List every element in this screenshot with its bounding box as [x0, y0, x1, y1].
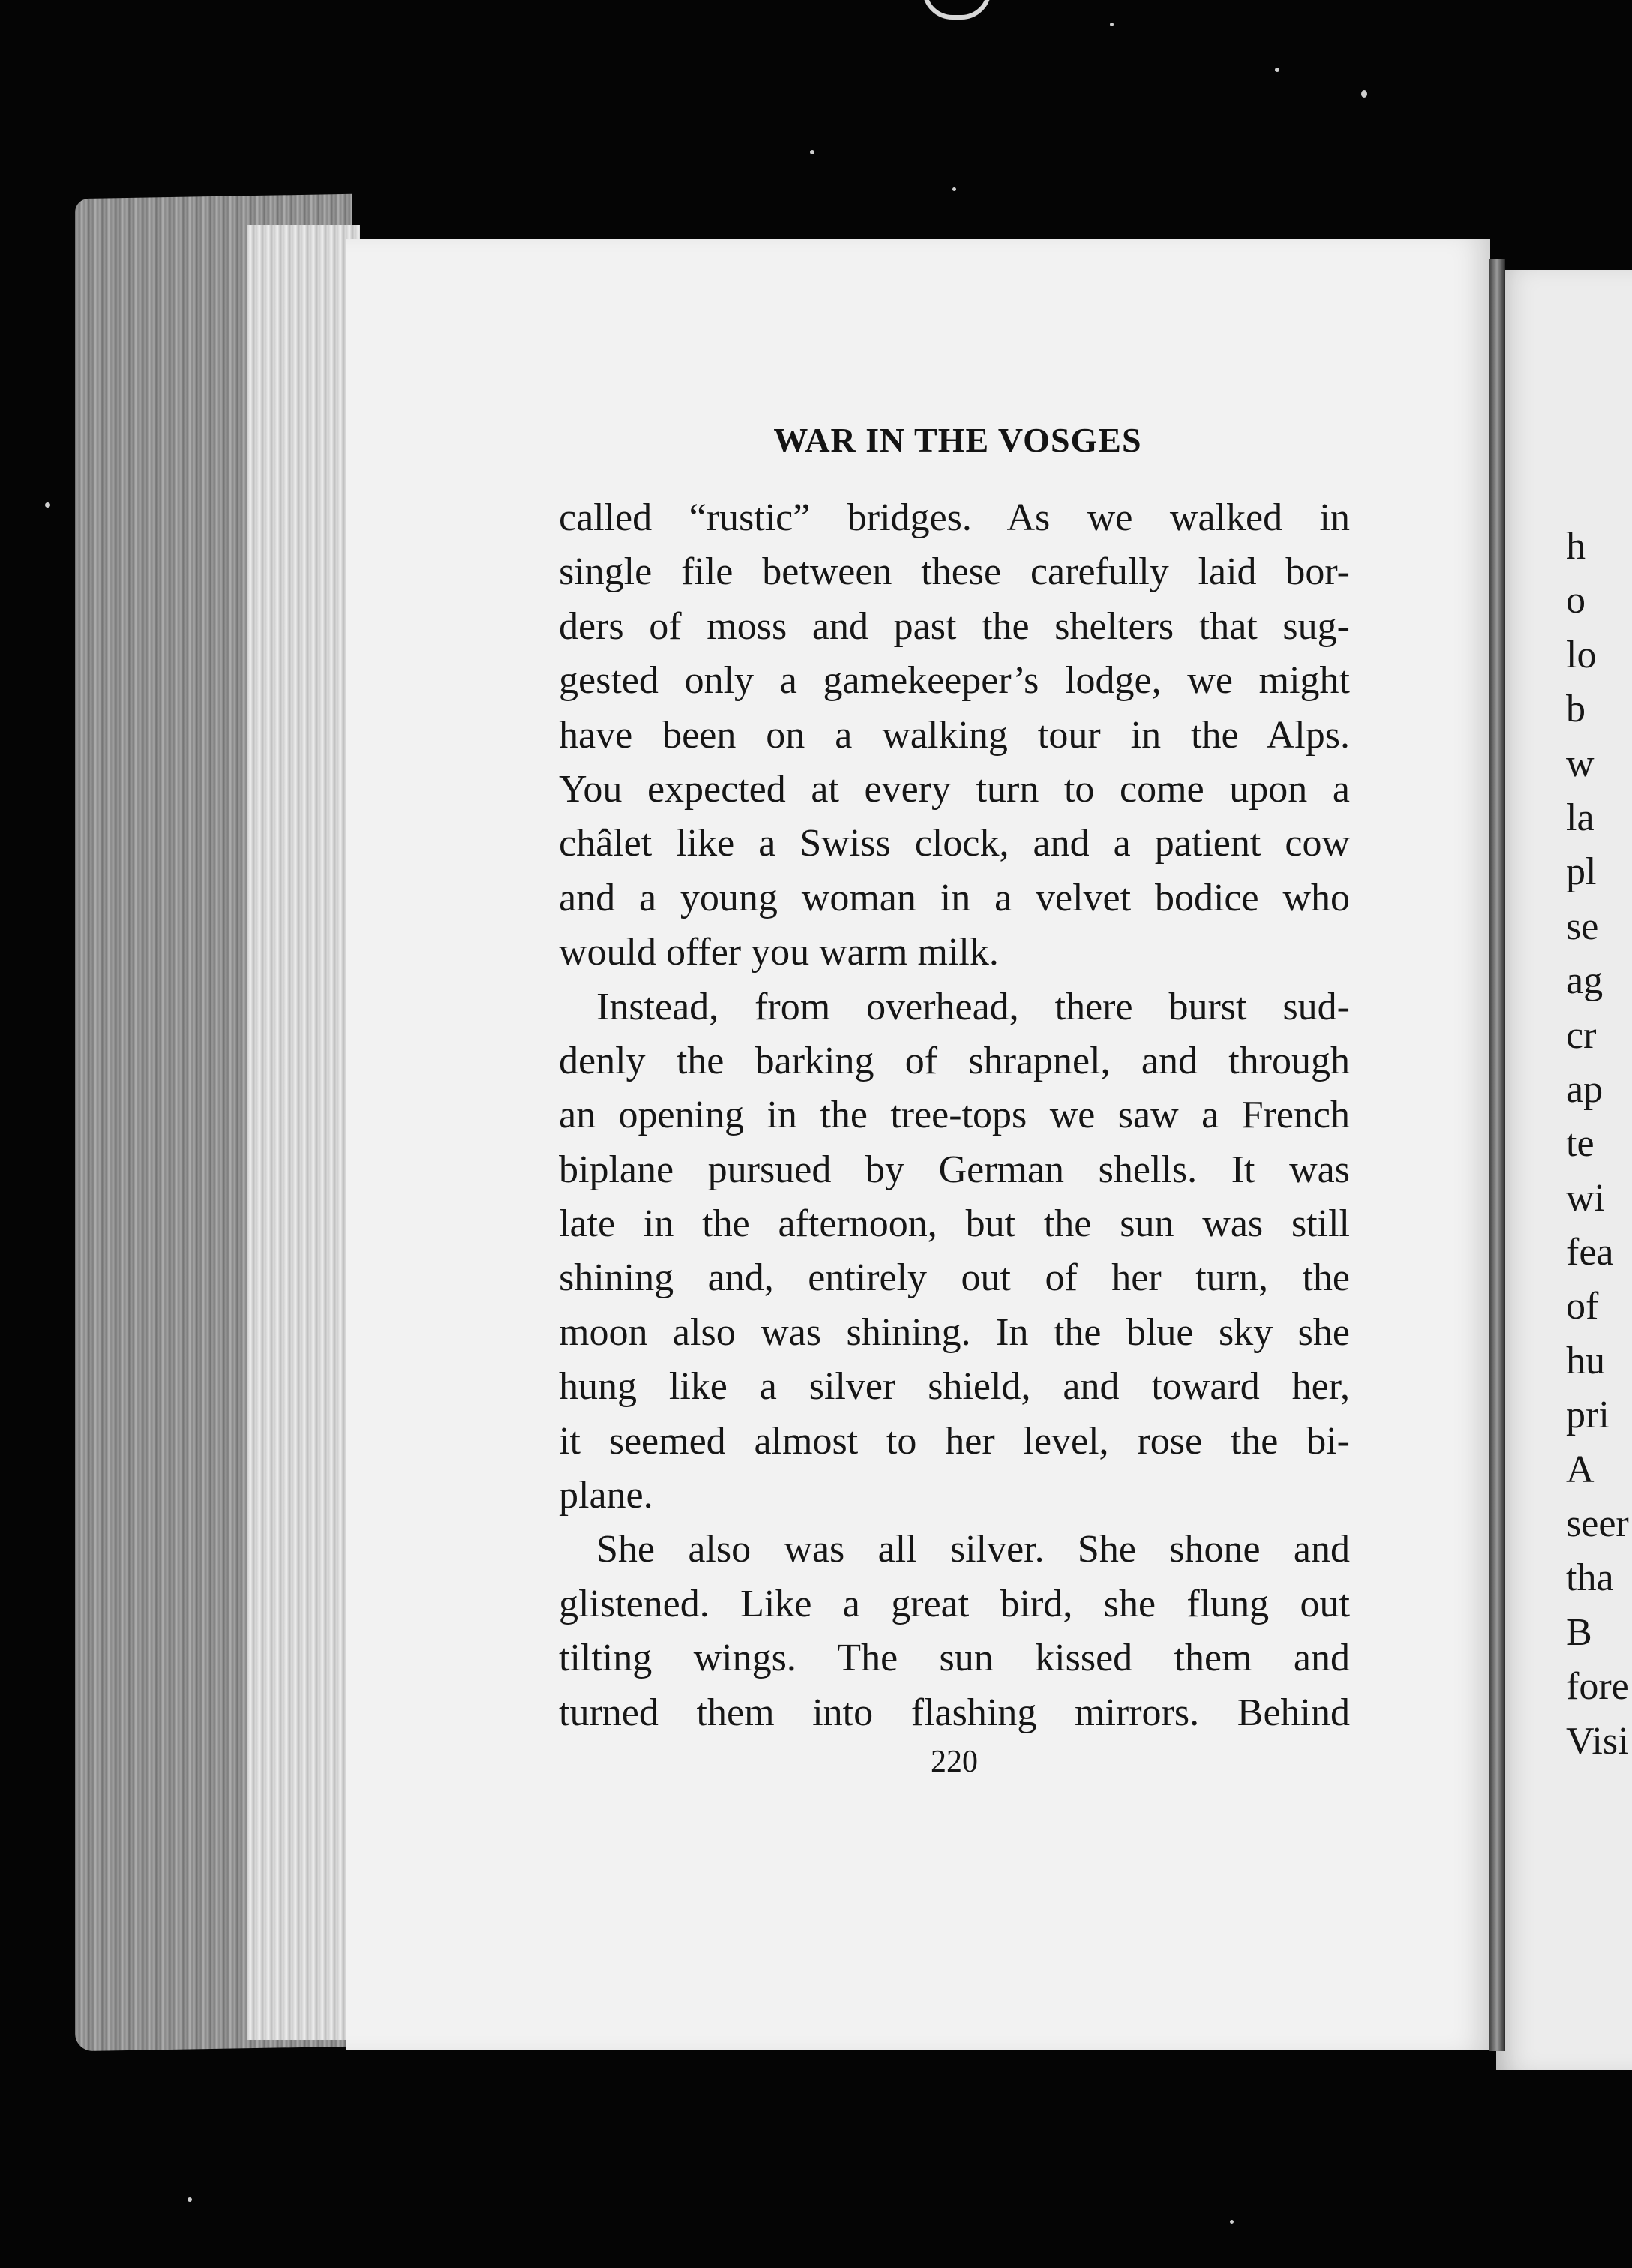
- text-line: tilting wings. The sun kissed them and: [559, 1636, 1350, 1680]
- text-line: denly the barking of shrapnel, and through: [559, 1039, 1350, 1082]
- text-line: late in the afternoon, but the sun was still: [559, 1202, 1350, 1246]
- text-line: ders of moss and past the shelters that sug-: [559, 604, 1350, 648]
- facing-page-text: [1566, 520, 1629, 1768]
- facing-text-fragment: of: [1566, 1285, 1599, 1328]
- dust-speck: [810, 150, 814, 154]
- dust-speck: [1230, 2220, 1234, 2224]
- facing-text-fragment: fea: [1566, 1231, 1614, 1274]
- facing-text-fragment: B: [1566, 1610, 1592, 1654]
- running-head: WAR IN THE VOSGES: [773, 421, 1142, 459]
- text-line: She also was all silver. She shone and: [596, 1528, 1350, 1571]
- facing-text-fragment: cr: [1566, 1013, 1597, 1057]
- facing-text-fragment: Visi: [1566, 1719, 1629, 1762]
- facing-text-fragment: ag: [1566, 959, 1604, 1003]
- facing-text-fragment: o: [1566, 579, 1586, 622]
- facing-text-fragment: ap: [1566, 1067, 1604, 1111]
- facing-text-fragment: pl: [1566, 850, 1597, 894]
- text-line: plane.: [559, 1474, 653, 1517]
- text-line: would offer you warm milk.: [559, 931, 999, 974]
- text-line: an opening in the tree-tops we saw a French: [559, 1094, 1350, 1137]
- text-line: have been on a walking tour in the Alps.: [559, 713, 1350, 757]
- facing-text-fragment: pri: [1566, 1394, 1610, 1437]
- text-line: hung like a silver shield, and toward her,: [559, 1365, 1350, 1408]
- body-text: [559, 491, 1350, 1740]
- text-line: You expected at every turn to come upon a: [559, 767, 1350, 811]
- text-line: it seemed almost to her level, rose the bi-: [559, 1419, 1350, 1462]
- dust-speck: [1110, 22, 1114, 26]
- facing-text-fragment: lo: [1566, 633, 1597, 676]
- dust-speck: [45, 502, 50, 508]
- facing-text-fragment: tha: [1566, 1556, 1614, 1600]
- facing-text-fragment: wi: [1566, 1176, 1605, 1220]
- text-line: châlet like a Swiss clock, and a patient cow: [559, 822, 1350, 866]
- text-line: called “rustic” bridges. As we walked in: [559, 496, 1350, 539]
- facing-text-fragment: fore: [1566, 1665, 1629, 1708]
- page-number: 220: [931, 1744, 978, 1779]
- text-line: and a young woman in a velvet bodice who: [559, 876, 1350, 920]
- facing-text-fragment: A: [1566, 1448, 1594, 1491]
- text-line: moon also was shining. In the blue sky she: [559, 1310, 1350, 1354]
- text-line: shining and, entirely out of her turn, the: [559, 1256, 1350, 1300]
- facing-text-fragment: la: [1566, 796, 1594, 839]
- dust-speck: [1361, 90, 1367, 98]
- book-gutter: [1489, 259, 1505, 2051]
- dust-speck: [188, 2198, 192, 2202]
- page-block-edges-light: [248, 225, 360, 2040]
- dust-speck: [952, 188, 956, 191]
- facing-text-fragment: seer: [1566, 1502, 1629, 1546]
- facing-text-fragment: hu: [1566, 1339, 1605, 1382]
- dust-speck: [1275, 68, 1280, 72]
- film-mark: [922, 0, 992, 20]
- text-line: turned them into flashing mirrors. Behind: [559, 1690, 1350, 1734]
- facing-text-fragment: h: [1566, 525, 1586, 568]
- facing-text-fragment: se: [1566, 904, 1599, 948]
- text-line: glistened. Like a great bird, she flung out: [559, 1582, 1350, 1625]
- text-line: biplane pursued by German shells. It was: [559, 1148, 1350, 1191]
- facing-text-fragment: te: [1566, 1122, 1594, 1166]
- text-line: single file between these carefully laid bor-: [559, 550, 1350, 594]
- facing-text-fragment: b: [1566, 688, 1586, 731]
- text-line: gested only a gamekeeper’s lodge, we might: [559, 659, 1350, 703]
- facing-text-fragment: w: [1566, 742, 1594, 785]
- text-line: Instead, from overhead, there burst sud-: [596, 985, 1350, 1028]
